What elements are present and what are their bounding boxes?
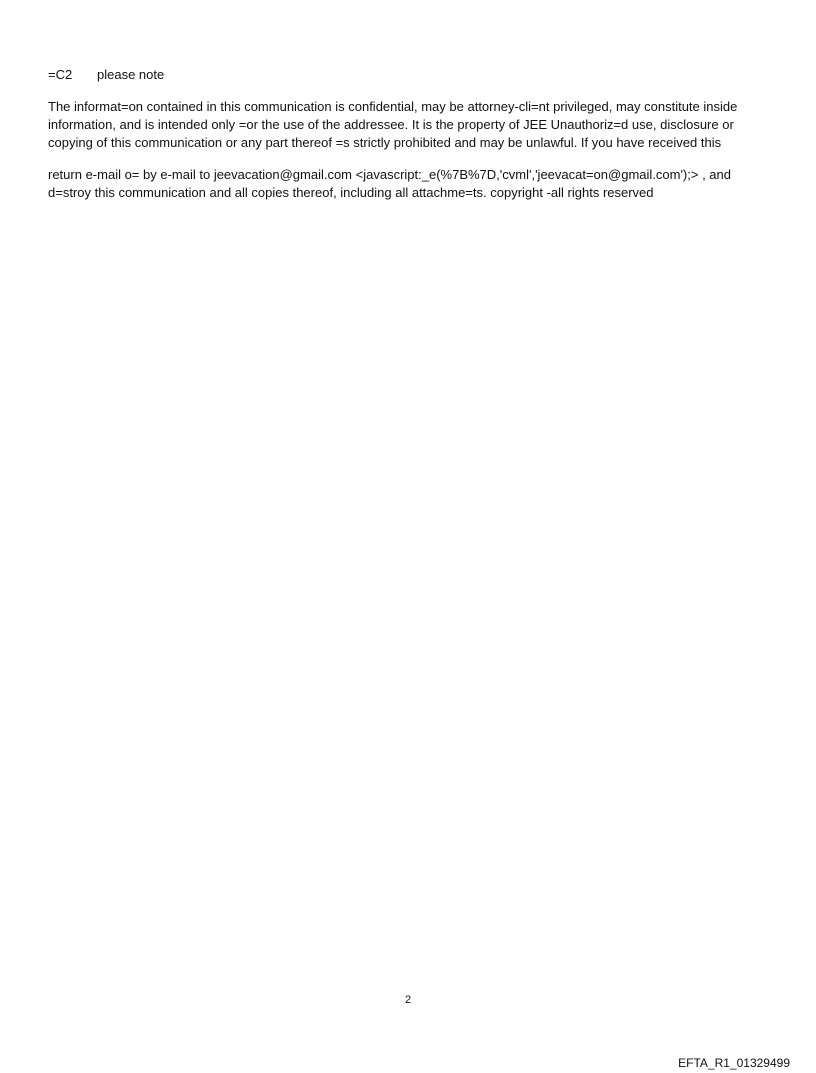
note-label: please note [97, 67, 165, 82]
note-line [48, 66, 768, 84]
document-body [48, 66, 768, 216]
document-id: EFTA_R1_01329499 [678, 1056, 790, 1070]
page-number: 2 [404, 994, 412, 1006]
return-email-paragraph: return e-mail o= by e-mail to jeevacation@gmail.com <javascript:_e(%7B%7D,'cvml','jeevacat=on@gmail.com');> , and d=stroy this communication and all copies thereof, including all attachme=ts. copyright -all rights reserved [48, 167, 731, 200]
confidentiality-paragraph: The informat=on contained in this communication is confidential, may be attorney-cli=nt privileged, may constitute inside information, and is intended only =or the use of the addressee. It is the property of JEE Unauthoriz=d use, disclosure or copying of this communication or any part thereof =s strictly prohibited and may be unlawful. If you have received this [48, 99, 738, 150]
note-code: =C2 [48, 67, 73, 82]
